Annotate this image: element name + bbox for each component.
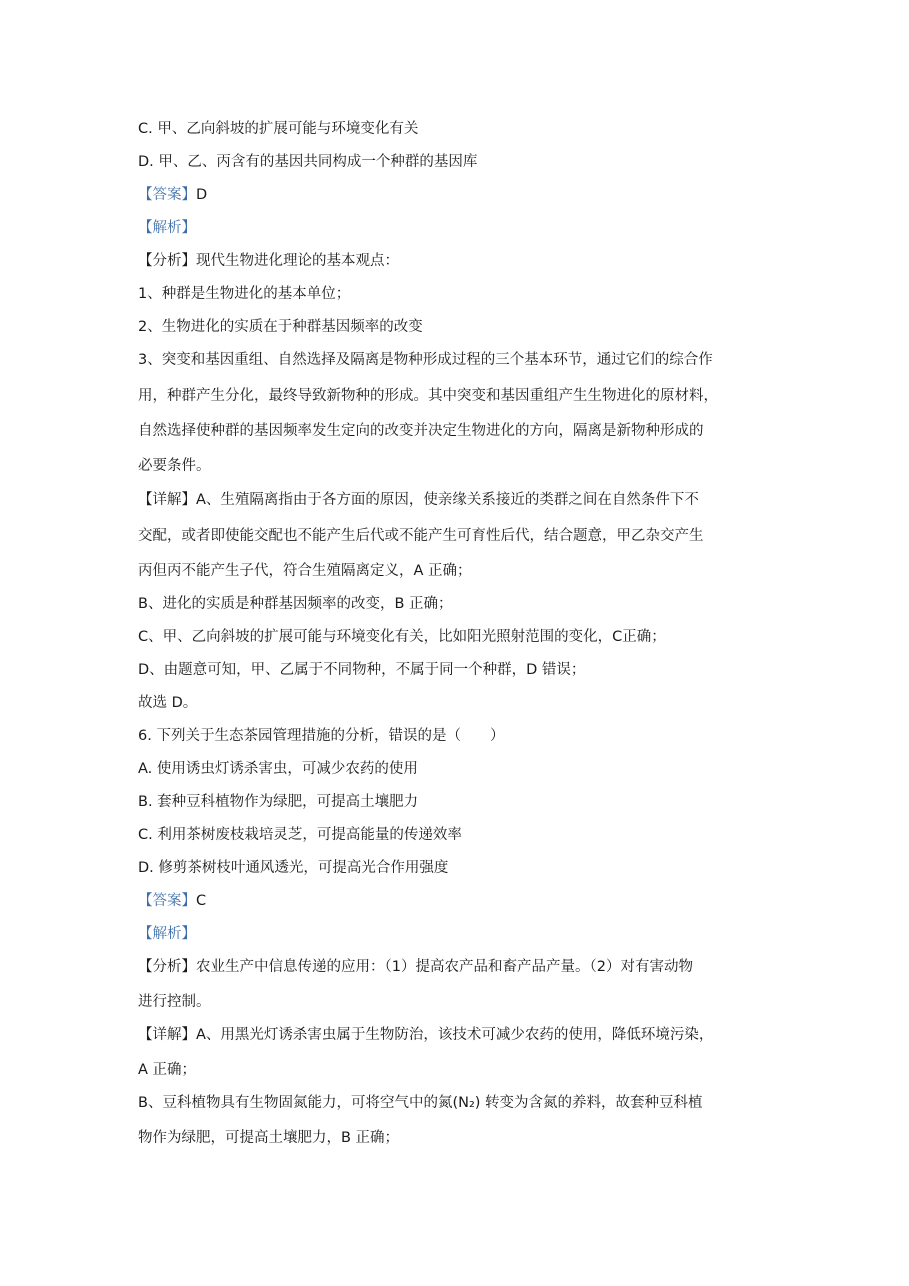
- answer-tag: 【答案】: [138, 187, 196, 203]
- analysis-tag-1: 【解析】: [138, 220, 196, 236]
- detail2-a-line-1: 【详解】A、用黑光灯诱杀害虫属于生物防治，该技术可减少农药的使用，降低环境污染，: [138, 1027, 714, 1043]
- option-d: D. 修剪茶树枝叶通风透光，可提高光合作用强度: [138, 860, 449, 876]
- detail2-b-line-2: 物作为绿肥，可提高土壤肥力，B 正确；: [138, 1130, 400, 1146]
- conclusion-1: 故选 D。: [138, 695, 198, 711]
- detail2-b-line-1: B、豆科植物具有生物固氮能力，可将空气中的氮(N₂) 转变为含氮的养料，故套种豆科植: [138, 1095, 703, 1111]
- detail-c: C、甲、乙向斜坡的扩展可能与环境变化有关，比如阳光照射范围的变化，C正确；: [138, 629, 666, 645]
- answer-value: C: [196, 893, 207, 909]
- detail2-a-line-2: A 正确；: [138, 1062, 197, 1078]
- detail-d: D、由题意可知，甲、乙属于不同物种，不属于同一个种群，D 错误；: [138, 662, 586, 678]
- point-3-line-4: 必要条件。: [138, 458, 211, 474]
- point-3-line-3: 自然选择使种群的基因频率发生定向的改变并决定生物进化的方向，隔离是新物种形成的: [138, 423, 704, 439]
- option-a: A. 使用诱虫灯诱杀害虫，可减少农药的使用: [138, 761, 418, 777]
- point-2: 2、生物进化的实质在于种群基因频率的改变: [138, 319, 423, 335]
- option-c: C. 利用茶树废枝栽培灵芝，可提高能量的传递效率: [138, 827, 462, 843]
- answer-tag: 【答案】: [138, 893, 196, 909]
- answer-line-2: [138, 891, 206, 911]
- analysis-heading-2-line-1: 【分析】农业生产中信息传递的应用：（1）提高农产品和畜产品产量。（2）对有害动物: [138, 959, 693, 975]
- detail-a-line-3: 丙但丙不能产生子代，符合生殖隔离定义，A 正确；: [138, 563, 472, 579]
- point-1: 1、种群是生物进化的基本单位；: [138, 286, 351, 302]
- answer-line-1: [138, 185, 207, 205]
- answer-value: D: [196, 187, 208, 203]
- option-d-prev: D. 甲、乙、丙含有的基因共同构成一个种群的基因库: [138, 154, 478, 170]
- analysis-heading-1: 【分析】现代生物进化理论的基本观点：: [138, 253, 399, 269]
- point-3-line-1: 3、突变和基因重组、自然选择及隔离是物种形成过程的三个基本环节，通过它们的综合作: [138, 352, 713, 368]
- option-b: B. 套种豆科植物作为绿肥，可提高土壤肥力: [138, 794, 419, 810]
- analysis-tag-2: 【解析】: [138, 926, 196, 942]
- detail-b: B、进化的实质是种群基因频率的改变，B 正确；: [138, 596, 453, 612]
- detail-a-line-1: 【详解】A、生殖隔离指由于各方面的原因，使亲缘关系接近的类群之间在自然条件下不: [138, 492, 699, 508]
- detail-a-line-2: 交配，或者即使能交配也不能产生后代或不能产生可育性后代，结合题意，甲乙杂交产生: [138, 528, 704, 544]
- question-6: 6. 下列关于生态茶园管理措施的分析，错误的是（ ）: [138, 728, 505, 744]
- point-3-line-2: 用，种群产生分化，最终导致新物种的形成。其中突变和基因重组产生生物进化的原材料，: [138, 388, 718, 404]
- analysis-heading-2-line-2: 进行控制。: [138, 994, 211, 1010]
- option-c-prev: C. 甲、乙向斜坡的扩展可能与环境变化有关: [138, 121, 419, 137]
